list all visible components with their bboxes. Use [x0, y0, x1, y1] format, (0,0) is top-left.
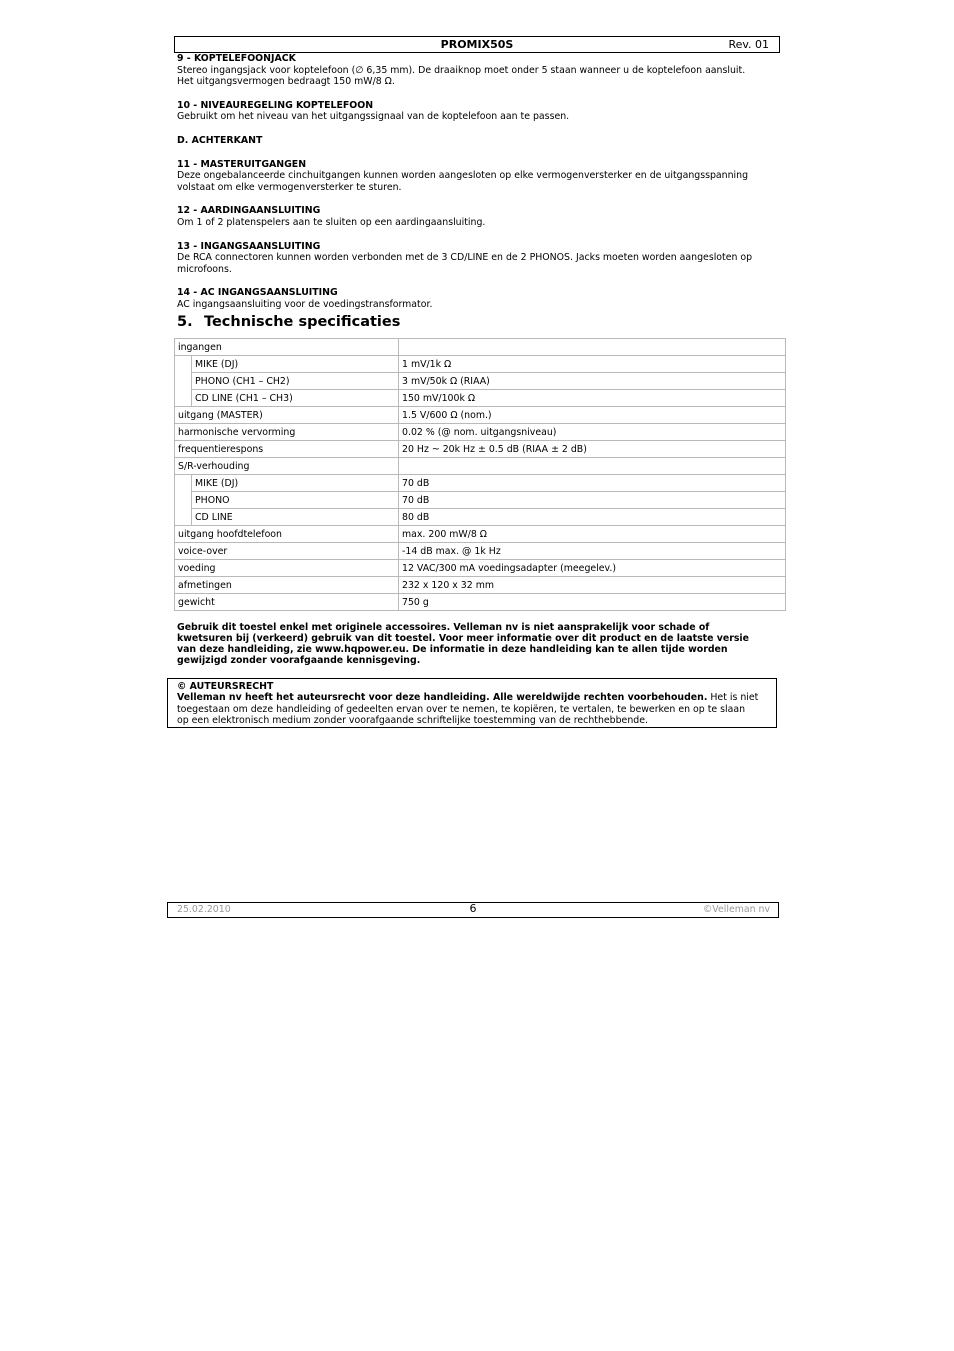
- spec-label: voeding: [175, 560, 399, 577]
- copyright-text: Het is niet: [707, 692, 759, 704]
- product-name: PROMIX50S: [440, 38, 514, 51]
- section-heading: 9 - KOPTELEFOONJACK: [177, 53, 296, 64]
- section-text: volstaat om elke vermogenversterker te sturen.: [177, 181, 402, 193]
- spec-label: PHONO (CH1 – CH2): [192, 373, 399, 390]
- chapter-title-text: Technische specificaties: [204, 314, 401, 330]
- table-row: [175, 475, 786, 492]
- section-heading: 11 - MASTERUITGANGEN: [177, 158, 307, 170]
- table-row: [175, 492, 786, 509]
- table-row: [175, 577, 786, 594]
- spec-value: 0.02 % (@ nom. uitgangsniveau): [399, 424, 786, 441]
- copyright-box: [167, 678, 777, 728]
- notice-line: kwetsuren bij (verkeerd) gebruik van dit toestel. Voor meer informatie over dit product en de laatste versie: [177, 633, 750, 644]
- table-row: [175, 458, 786, 475]
- copyright-text: toegestaan om deze handleiding of gedeelten ervan over te nemen, te kopiëren, te vertalen, te bewerken en op te slaan: [177, 703, 746, 715]
- section-text: Het uitgangsvermogen bedraagt 150 mW/8 Ω.: [177, 76, 395, 88]
- section-text: Gebruikt om het niveau van het uitgangssignaal van de koptelefoon aan te passen.: [177, 111, 570, 123]
- spec-value: 12 VAC/300 mA voedingsadapter (meegelev.): [399, 560, 786, 577]
- section-heading: 12 - AARDINGAANSLUITING: [177, 205, 321, 217]
- section-text: Stereo ingangsjack voor koptelefoon (∅ 6,35 mm). De draaiknop moet onder 5 staan wanneer u de koptelefoon aansluit.: [177, 64, 746, 76]
- table-row: [175, 441, 786, 458]
- table-row: [175, 509, 786, 526]
- notice-line: van deze handleiding, zie www.hqpower.eu. De informatie in deze handleiding kan te allen tijde worden: [177, 644, 728, 655]
- page-number: 6: [469, 902, 477, 915]
- section-text: Deze ongebalanceerde cinchuitgangen kunnen worden aangesloten op elke vermogenversterker en de uitgangsspanning: [177, 170, 749, 182]
- spec-value: 3 mV/50k Ω (RIAA): [399, 373, 786, 390]
- section-text: De RCA connectoren kunnen worden verbonden met de 3 CD/LINE en de 2 PHONOS. Jacks moeten worden aangesloten op: [177, 252, 753, 264]
- revision-label: Rev. 01: [728, 38, 769, 51]
- footer-copyright: ©Velleman nv: [702, 904, 770, 915]
- copyright-text: op een elektronisch medium zonder voorafgaande schriftelijke toestemming van de rechthebbende.: [177, 715, 648, 727]
- table-row: [175, 407, 786, 424]
- accessories-notice: [177, 622, 777, 666]
- table-row: [175, 543, 786, 560]
- spec-value: [399, 339, 786, 356]
- section-text: AC ingangsaansluiting voor de voedingstransformator.: [177, 298, 433, 310]
- spec-label: afmetingen: [175, 577, 399, 594]
- spec-label: S/R-verhouding: [175, 458, 399, 475]
- page-footer: [167, 902, 779, 918]
- section-text: microfoons.: [177, 263, 232, 275]
- table-row: [175, 526, 786, 543]
- section-heading: 13 - INGANGSAANSLUITING: [177, 240, 321, 252]
- spec-value: 150 mV/100k Ω: [399, 390, 786, 407]
- spec-value: 70 dB: [399, 492, 786, 509]
- spec-value: 1.5 V/600 Ω (nom.): [399, 407, 786, 424]
- table-row: [175, 356, 786, 373]
- section-list: [177, 53, 777, 311]
- table-row: [175, 424, 786, 441]
- spec-value: 232 x 120 x 32 mm: [399, 577, 786, 594]
- spec-label: PHONO: [192, 492, 399, 509]
- spec-label: MIKE (DJ): [192, 356, 399, 373]
- spec-label: harmonische vervorming: [175, 424, 399, 441]
- section-text: Om 1 of 2 platenspelers aan te sluiten op een aardingaansluiting.: [177, 216, 486, 228]
- spec-value: 1 mV/1k Ω: [399, 356, 786, 373]
- spec-value: max. 200 mW/8 Ω: [399, 526, 786, 543]
- spec-table: [174, 338, 786, 611]
- spec-value: 750 g: [399, 594, 786, 611]
- section-heading: 10 - NIVEAUREGELING KOPTELEFOON: [177, 99, 374, 111]
- table-row: [175, 560, 786, 577]
- section-heading: D. ACHTERKANT: [177, 134, 263, 146]
- spec-label: voice-over: [175, 543, 399, 560]
- spec-value: [399, 458, 786, 475]
- spec-label: uitgang (MASTER): [175, 407, 399, 424]
- chapter-number: 5.: [177, 314, 193, 330]
- section-heading: 14 - AC INGANGSAANSLUITING: [177, 287, 338, 299]
- spec-label: gewicht: [175, 594, 399, 611]
- spec-label: CD LINE (CH1 – CH3): [192, 390, 399, 407]
- chapter-title: [177, 314, 400, 330]
- footer-date: 25.02.2010: [177, 904, 231, 915]
- table-row: [175, 339, 786, 356]
- spec-label: uitgang hoofdtelefoon: [175, 526, 399, 543]
- spec-label: MIKE (DJ): [192, 475, 399, 492]
- spec-value: 20 Hz ~ 20k Hz ± 0.5 dB (RIAA ± 2 dB): [399, 441, 786, 458]
- spec-value: -14 dB max. @ 1k Hz: [399, 543, 786, 560]
- notice-line: gewijzigd zonder voorafgaande kennisgeving.: [177, 655, 421, 666]
- spec-value: 70 dB: [399, 475, 786, 492]
- page-header: [174, 36, 780, 53]
- table-row: [175, 594, 786, 611]
- copyright-heading: © AUTEURSRECHT: [177, 681, 274, 692]
- spec-label: ingangen: [175, 339, 399, 356]
- notice-line: Gebruik dit toestel enkel met originele accessoires. Velleman nv is niet aansprakelijk voor schade of: [177, 622, 710, 633]
- spec-value: 80 dB: [399, 509, 786, 526]
- copyright-bold-text: Velleman nv heeft het auteursrecht voor deze handleiding. Alle wereldwijde rechten voorbehouden.: [177, 692, 708, 704]
- table-row: [175, 373, 786, 390]
- spec-label: CD LINE: [192, 509, 399, 526]
- spec-label: frequentierespons: [175, 441, 399, 458]
- table-row: [175, 390, 786, 407]
